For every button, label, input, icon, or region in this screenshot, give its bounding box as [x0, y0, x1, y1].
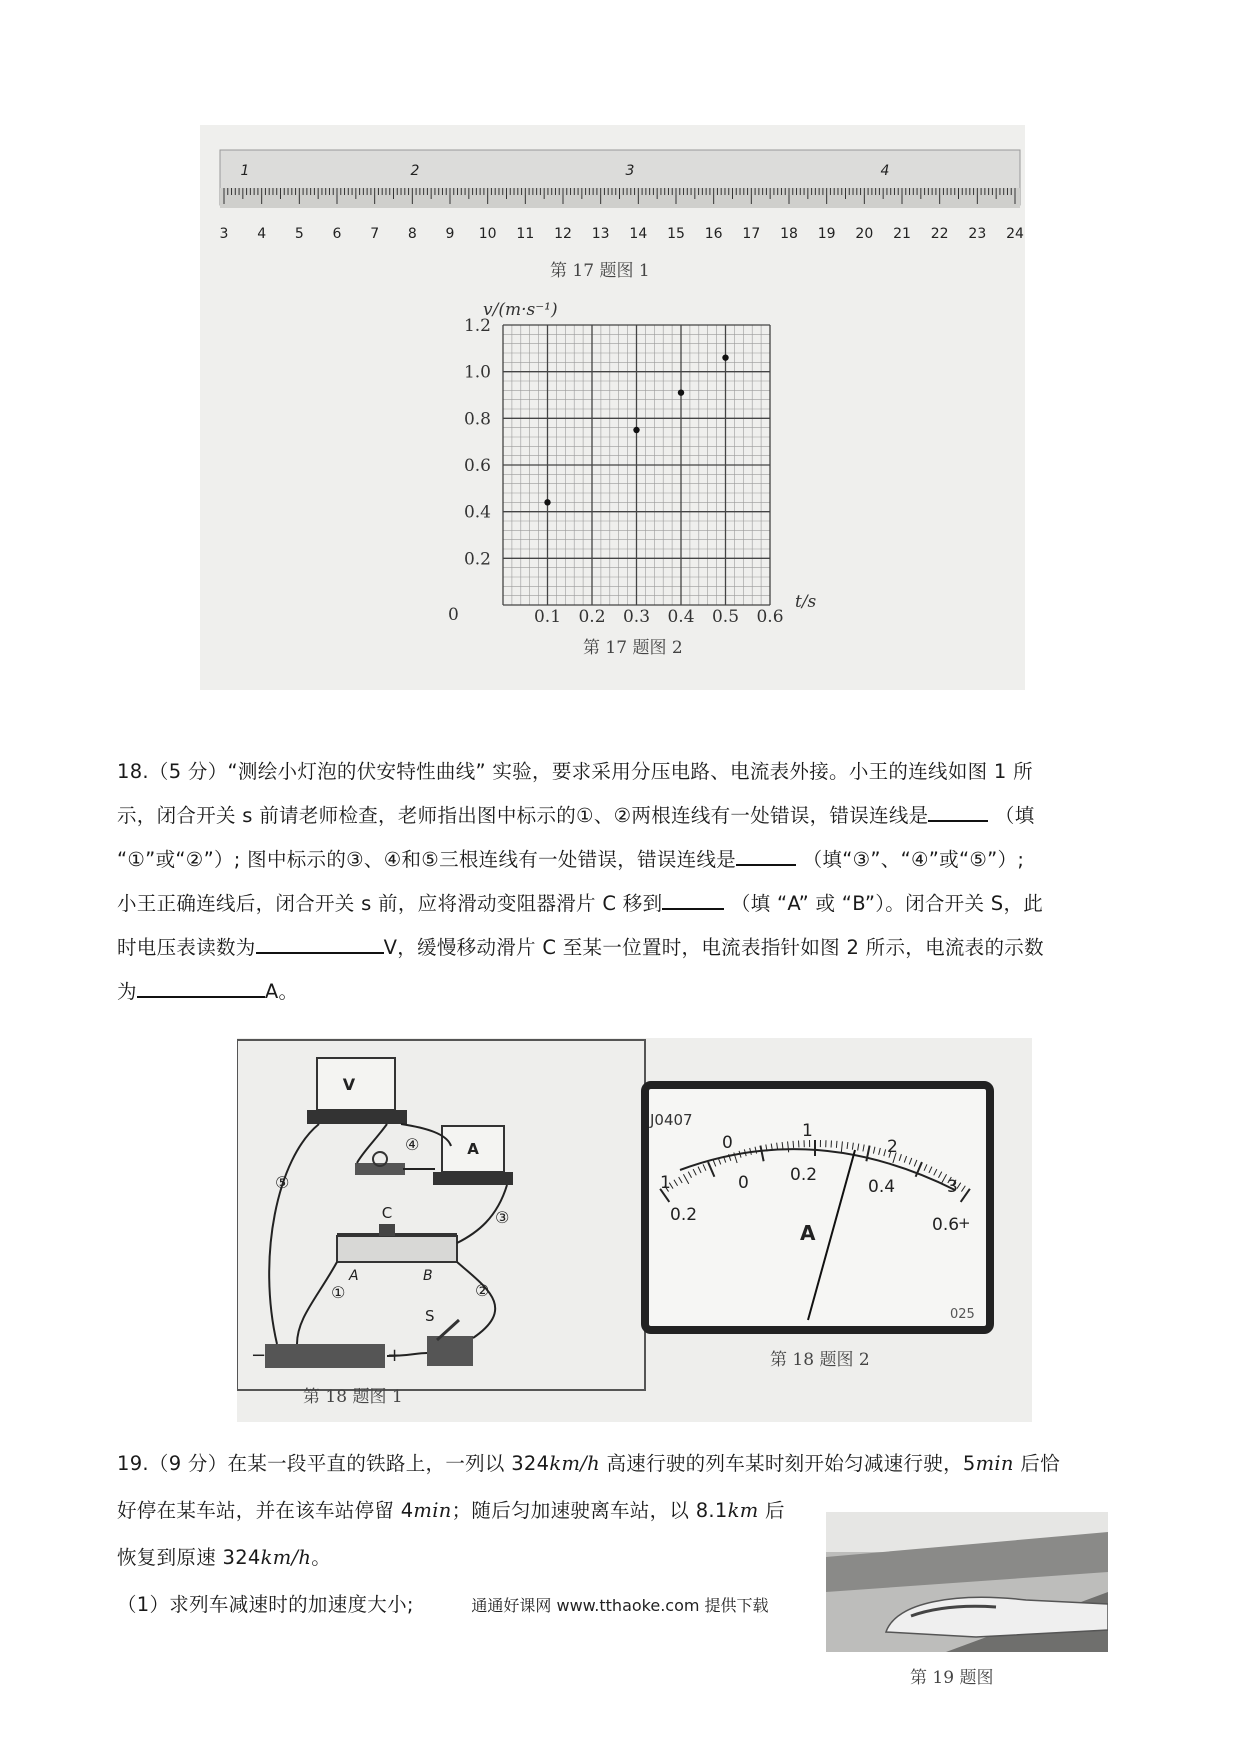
wire-label-3: ③ — [495, 1208, 510, 1227]
ruler-main-label: 3 — [625, 163, 635, 179]
y-tick-label: 1.0 — [463, 362, 491, 383]
meter-bottom-scale-3: 0.6 — [932, 1215, 960, 1235]
q18-line-5-tail: V，缓慢移动滑片 C 至某一位置时，电流表指针如图 2 所示，电流表的示数 — [383, 936, 1044, 959]
voltmeter-label: V — [342, 1075, 356, 1094]
ruler-scale-label: 11 — [516, 226, 535, 242]
ruler-scale-label: 3 — [219, 226, 229, 242]
slider-label: C — [381, 1204, 393, 1222]
q18-line-3-tail: （填“③”、“④”或“⑤”）; — [802, 848, 1025, 871]
end-b-label: B — [423, 1268, 433, 1284]
switch — [425, 1307, 473, 1366]
data-point — [722, 354, 728, 360]
train-photo — [826, 1512, 1108, 1652]
q18-line-3-text: “①”或“②”）; 图中标示的③、④和⑤三根连线有一处错误，错误连线是 — [117, 848, 737, 871]
data-point — [678, 389, 684, 395]
q19-line-3-text: 恢复到原速 324 — [117, 1546, 261, 1569]
q18-line-2-text: 示，闭合开关 s 前请老师检查，老师指出图中标示的①、②两根连线有一处错误，错误连线是 — [117, 804, 929, 827]
q19-unit-kmh: km/h — [549, 1452, 600, 1475]
q18-blank-4[interactable] — [256, 930, 384, 954]
q18-line-4-text: 小王正确连线后，闭合开关 s 前，应将滑动变阻器滑片 C 移到 — [117, 892, 663, 915]
meter-bottom-scale-0: 0 — [738, 1173, 749, 1193]
battery-minus: − — [251, 1345, 267, 1366]
q18-line-4 — [117, 882, 1127, 926]
chart-x-ticks — [534, 607, 784, 627]
meter-top-scale-3: 3 — [947, 1177, 958, 1197]
wire-label-1: ① — [331, 1283, 346, 1302]
ruler-scale-label: 20 — [855, 226, 874, 242]
circuit-figure — [237, 1038, 647, 1422]
ruler-main-label: 4 — [880, 163, 890, 179]
chart-origin-label: 0 — [448, 605, 459, 625]
battery — [251, 1344, 402, 1368]
q19-line-2-mid: ；随后匀加速驶离车站，以 8.1 — [451, 1499, 728, 1522]
q18-line-2 — [117, 794, 1127, 838]
end-a-label: A — [349, 1268, 359, 1284]
q18-line-6-text: 为 — [117, 980, 137, 1003]
ruler-scale-label: 19 — [817, 226, 836, 242]
q18-blank-5[interactable] — [137, 974, 265, 998]
meter-top-scale-2: 2 — [887, 1137, 898, 1157]
x-tick-label: 0.4 — [667, 607, 695, 627]
chart-y-axis-label: v/(m·s⁻¹) — [483, 300, 558, 320]
ruler-scale-label: 12 — [554, 226, 572, 242]
ruler-scale-label: 15 — [667, 226, 685, 242]
meter-left-mark-2: 0.2 — [670, 1205, 698, 1225]
q19-unit-kmh-2: km/h — [260, 1546, 312, 1569]
meter-unit: A — [800, 1221, 816, 1245]
ruler-figure — [200, 140, 1025, 265]
meter-model: J0407 — [650, 1111, 693, 1129]
chart-y-ticks — [464, 316, 491, 569]
meter-bottom-scale-1: 0.2 — [790, 1165, 818, 1185]
q18-blank-3[interactable] — [662, 886, 724, 910]
q19-subquestion-1: （1）求列车减速时的加速度大小; — [117, 1593, 414, 1616]
y-tick-label: 0.6 — [463, 456, 491, 476]
x-tick-label: 0.6 — [756, 607, 784, 627]
q18-line-2-tail: （填 — [994, 804, 1035, 827]
ammeter — [433, 1126, 513, 1185]
battery-plus: + — [387, 1345, 403, 1366]
x-tick-label: 0.2 — [578, 607, 606, 627]
x-tick-label: 0.5 — [711, 607, 740, 627]
ruler-scale-label: 23 — [968, 226, 987, 242]
dial-tick — [836, 1141, 837, 1148]
chart-x-axis-label: t/s — [795, 592, 817, 612]
q18-line-1: 18.（5 分）“测绘小灯泡的伏安特性曲线” 实验，要求采用分压电路、电流表外接。小王的连线如图 1 所 — [117, 760, 1033, 783]
meter-left-mark-1: 1 — [660, 1173, 671, 1193]
chart-grid-major — [503, 325, 770, 605]
q19-line-1-tail: 后恰 — [1013, 1452, 1060, 1475]
figure-18-caption-1: 第 18 题图 1 — [303, 1387, 403, 1407]
wire-label-2: ② — [475, 1281, 490, 1300]
meter-top-scale-0: 0 — [722, 1133, 733, 1153]
ruler-scale-label: 17 — [742, 226, 761, 242]
q19-line-1 — [117, 1440, 1127, 1487]
q18-line-6-tail: A。 — [264, 980, 299, 1003]
rheostat — [337, 1204, 457, 1284]
q18-line-6 — [117, 970, 1127, 1014]
wire-label-4: ④ — [405, 1135, 420, 1154]
ruler-scale-label: 10 — [478, 226, 497, 242]
footer-watermark: 通通好课网 www.tthaoke.com 提供下载 — [471, 1596, 769, 1615]
ruler-scale-label: 4 — [257, 226, 267, 242]
ammeter-label: A — [467, 1140, 479, 1158]
figure-19-caption: 第 19 题图 — [910, 1668, 994, 1688]
q19-unit-min: min — [975, 1452, 1014, 1475]
ruler-scale-labels — [220, 226, 1024, 242]
y-tick-label: 1.2 — [463, 316, 491, 336]
ruler-scale-label: 9 — [445, 226, 455, 242]
meter-code: 025 — [950, 1307, 975, 1322]
x-tick-label: 0.3 — [622, 607, 651, 627]
y-tick-label: 0.4 — [463, 502, 491, 523]
q18-blank-1[interactable] — [928, 798, 988, 822]
q19-unit-km: km — [727, 1499, 759, 1522]
x-tick-label: 0.1 — [533, 607, 562, 627]
ruler-main-label: 2 — [410, 163, 420, 179]
figure-17-caption-2: 第 17 题图 2 — [583, 638, 683, 658]
ruler-scale-label: 22 — [930, 226, 949, 242]
ruler-scale-label: 8 — [407, 226, 417, 242]
voltmeter — [307, 1058, 407, 1124]
wire-label-5: ⑤ — [275, 1173, 290, 1192]
q18-line-4-tail: （填 “A” 或 “B”）。闭合开关 S，此 — [730, 892, 1044, 915]
y-tick-label: 0.8 — [463, 409, 491, 430]
ruler-scale-label: 6 — [332, 226, 342, 242]
ruler-scale-label: 24 — [1006, 226, 1024, 242]
q18-line-5 — [117, 926, 1127, 970]
ruler-scale-label: 14 — [629, 226, 648, 242]
q19-unit-min-2: min — [413, 1499, 452, 1522]
q19-line-3-tail: 。 — [311, 1546, 332, 1569]
meter-plus: + — [958, 1214, 971, 1232]
ruler-scale-label: 5 — [294, 226, 304, 242]
meter-bottom-scale-2: 0.4 — [868, 1177, 896, 1197]
y-tick-label: 0.2 — [463, 549, 491, 570]
q19-line-2-tail: 后 — [758, 1499, 785, 1522]
ruler-scale-label: 13 — [591, 226, 610, 242]
figure-18-caption-2: 第 18 题图 2 — [770, 1350, 870, 1370]
q19-line-1-mid: 高速行驶的列车某时刻开始匀减速行驶，5 — [599, 1452, 976, 1475]
ruler-scale-label: 21 — [893, 226, 911, 242]
ruler-scale-label: 7 — [370, 226, 380, 242]
q19-line-2-text: 好停在某车站，并在该车站停留 4 — [117, 1499, 414, 1522]
meter-top-scale-1: 1 — [802, 1121, 813, 1141]
dial-tick — [793, 1141, 794, 1148]
data-point — [544, 499, 550, 505]
q18-blank-2[interactable] — [736, 842, 796, 866]
switch-label: S — [425, 1307, 435, 1325]
q18-line-5-text: 时电压表读数为 — [117, 936, 256, 959]
velocity-time-chart — [440, 295, 840, 640]
ruler-scale-label: 16 — [704, 226, 723, 242]
data-point — [633, 427, 639, 433]
ruler-scale-label: 18 — [780, 226, 798, 242]
question-18 — [117, 750, 1127, 1014]
ruler-main-label: 1 — [240, 163, 250, 179]
figure-17-caption-1: 第 17 题图 1 — [550, 261, 650, 281]
ammeter-dial-figure — [640, 1080, 995, 1340]
q19-line-1-text: 19.（9 分）在某一段平直的铁路上，一列以 324 — [117, 1452, 550, 1475]
q18-line-3 — [117, 838, 1127, 882]
